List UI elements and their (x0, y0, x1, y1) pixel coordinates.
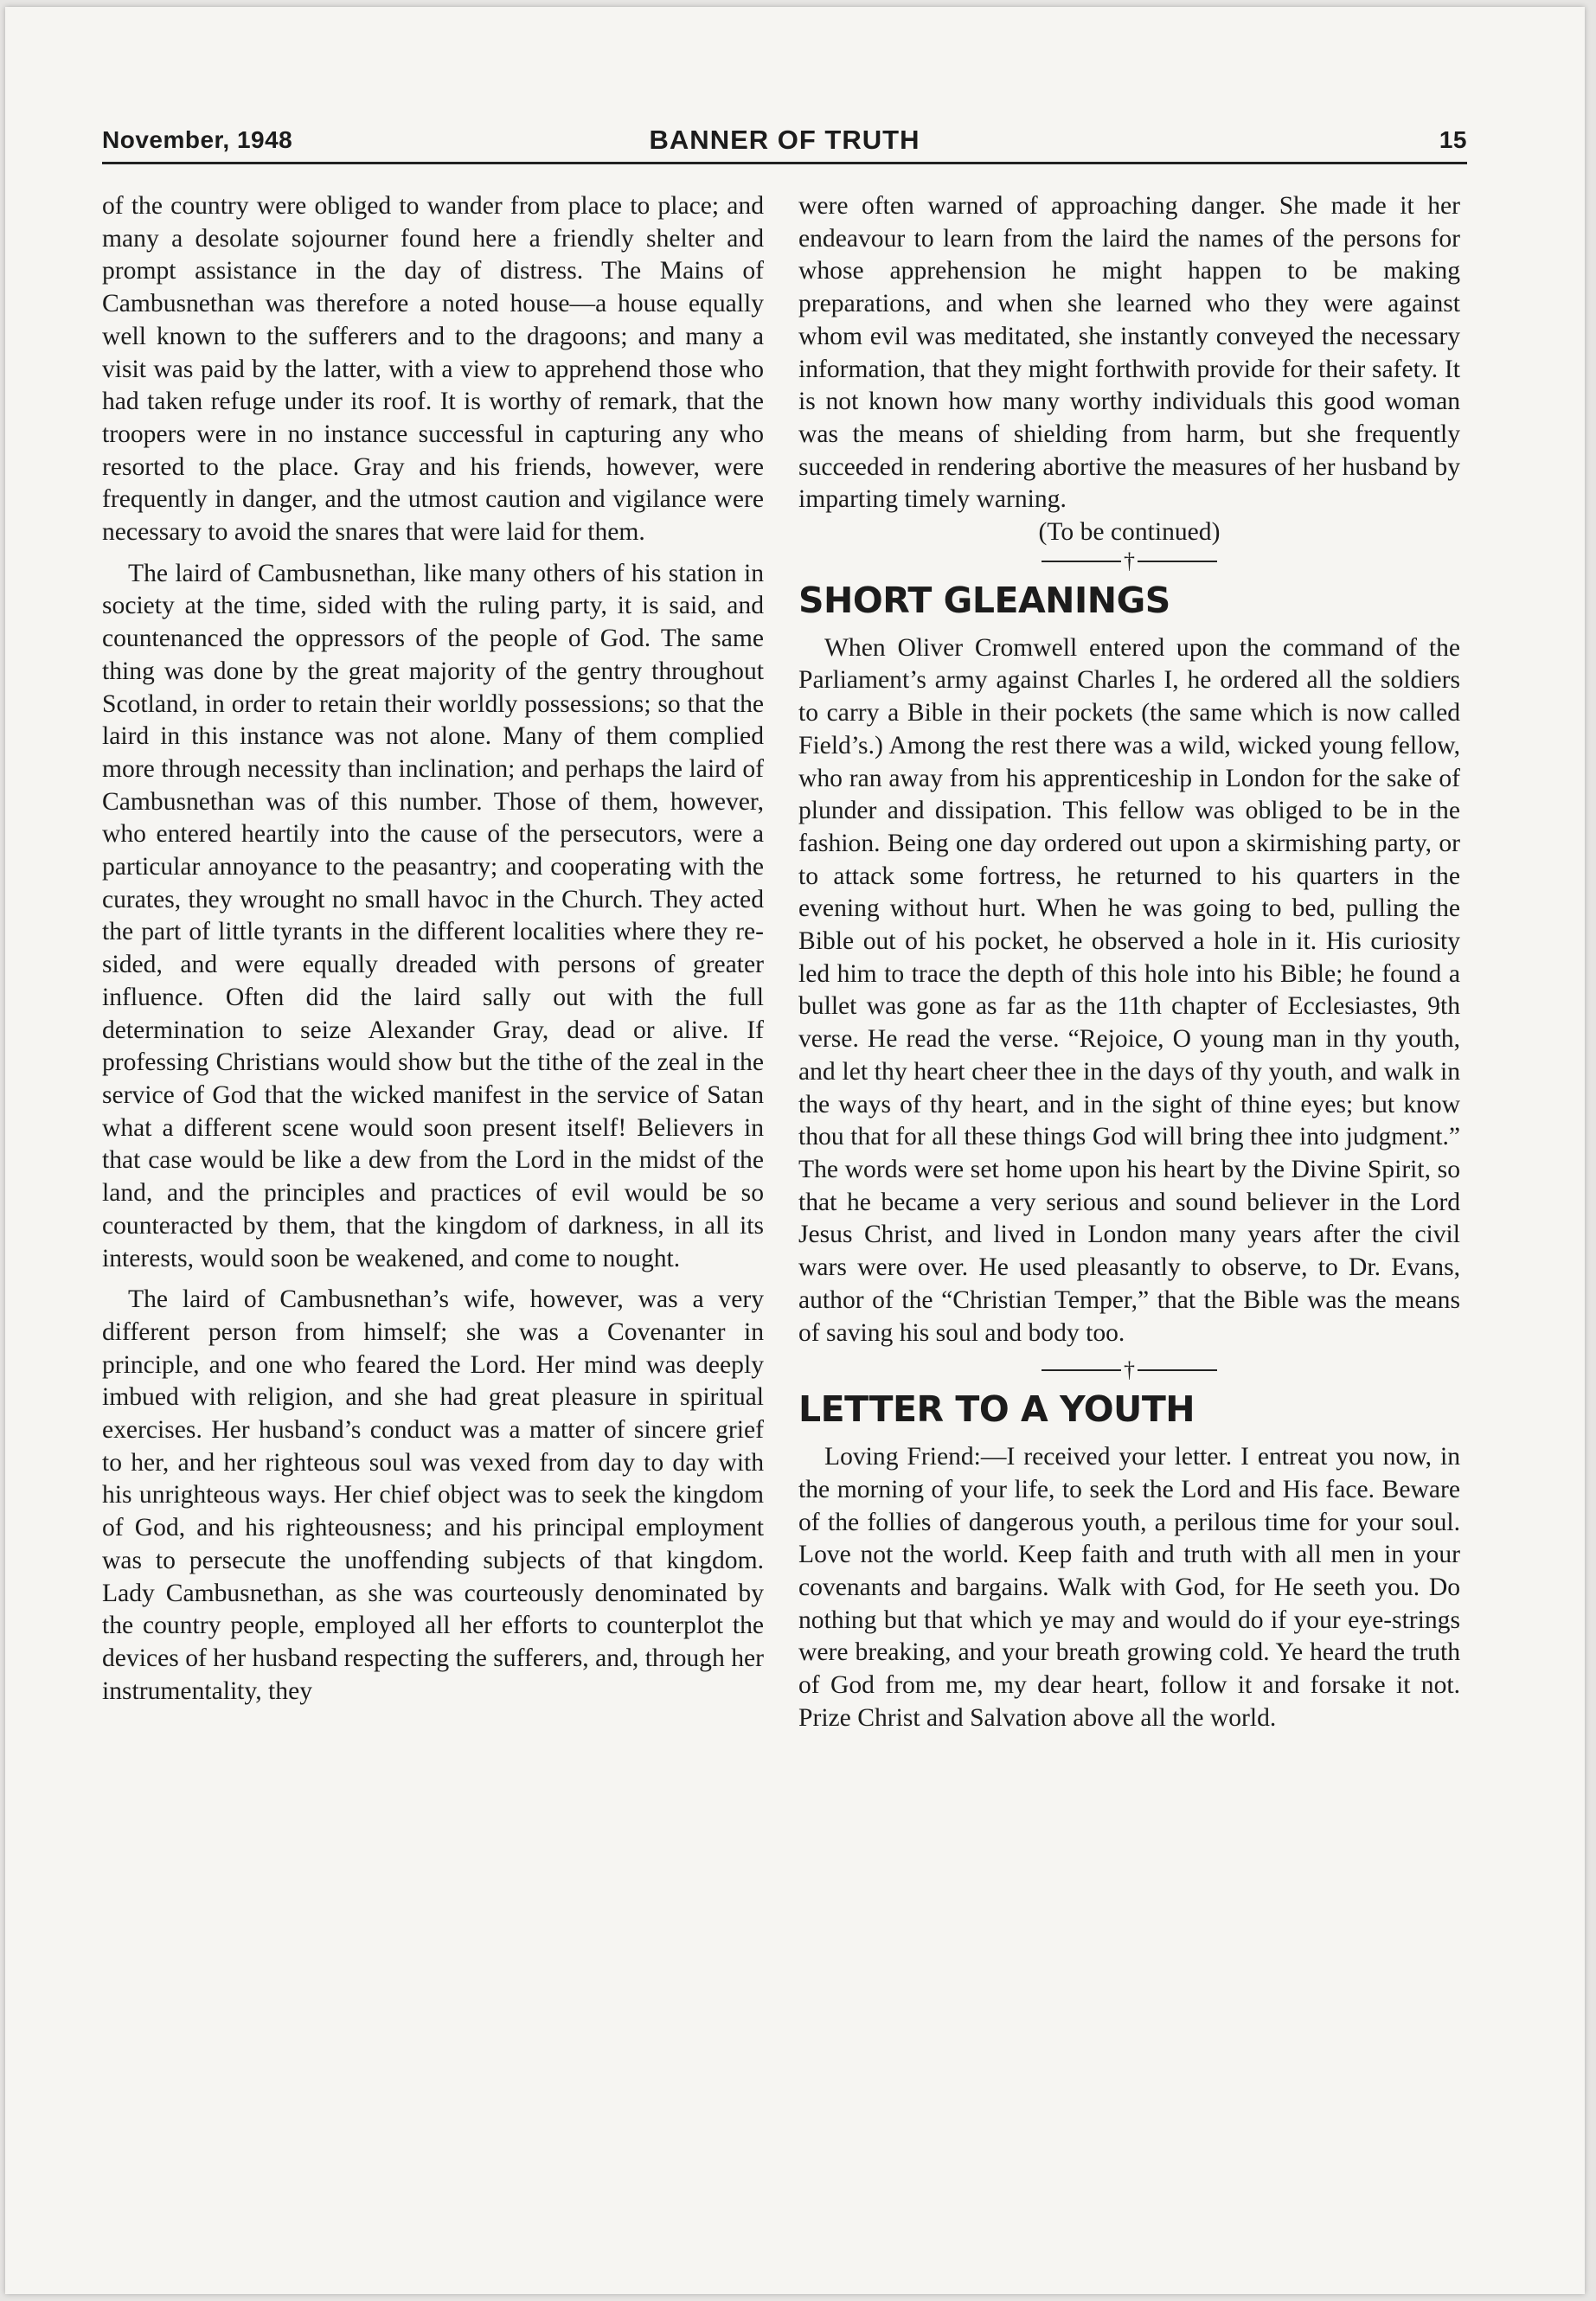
divider-line (1138, 561, 1217, 562)
paragraph: of the country were obliged to wander from place to place; and many a desolate sojourner found here a friendly shelter and prompt assistance in the day of distress. The Mains of Cambusnethan was therefore a noted house—a house equally well known to the sufferers and to the dragoons; and many a visit was paid by the latter, with a view to apprehend those who had taken refuge under its roof. It is worthy of remark, that the troopers were in no instance successful in capturing any who resorted to the place. Gray and his friends, however, were frequently in danger, and the utmost caution and vigilance were necessary to avoid the snares that were laid for them. (102, 192, 764, 547)
section-divider (798, 548, 1460, 574)
header-date: November, 1948 (102, 126, 293, 153)
divider-line (1042, 1369, 1121, 1371)
continued-note: (To be continued) (1038, 518, 1221, 547)
paragraph: were often warned of approaching danger. She made it her endeavour to learn from the laird the names of the persons for whose apprehension he might happen to be making preparations, and when she learned who they were against whom evil was meditated, she instantly conveyed the necessary information, that they might forthwith provide for their safety. It is not known how many worthy individuals this good woman was the means of shielding from harm, but she frequently succeeded in rendering abortive the measures of her husband by imparting timely warning. (798, 192, 1460, 514)
running-header (102, 123, 1467, 159)
dagger-icon: † (1124, 548, 1135, 574)
section-heading-letter-to-a-youth: LETTER TO A YOUTH (798, 1388, 1195, 1431)
left-column (102, 190, 764, 1708)
dagger-icon: † (1124, 1357, 1135, 1383)
paragraph: Loving Friend:—I received your letter. I entreat you now, in the morning of your life, to seek the Lord and His face. Beware of the follies of dangerous youth, a perilous time for your soul. Love not the world. Keep faith and truth with all men in your covenants and bargains. Walk with God, for He seeth you. Do nothing but that which ye may and would do if your eye-strings were breaking, and your breath growing cold. Ye heard the truth of God from me, my dear heart, follow it and forsake it not. Prize Christ and Salvation above all the world. (798, 1443, 1460, 1732)
paragraph: The laird of Cambusnethan’s wife, however, was a very different person from himself; she was a Covenanter in principle, and one who feared the Lord. Her mind was deeply imbued with religion, and she had great pleasure in spiritual exercises. Her husband’s conduct was a matter of sincere grief to her, and her righteous soul was vexed from day to day with his unrighteous ways. Her chief object was to seek the kingdom of God, and his righteousness; and his principal employment was to persecute the unoffending subjects of that kingdom. Lady Cambusnethan, as she was courteously denominated by the country people, employed all her efforts to counterplot the devices of her husband respecting the sufferers, and, through her instrumentality, they (102, 1285, 764, 1705)
header-rule (102, 162, 1467, 164)
header-publication: BANNER OF TRUTH (649, 125, 920, 155)
divider-line (1138, 1369, 1217, 1371)
paragraph: The laird of Cambusnethan, like many others of his station in society at the time, sided with the ruling party, it is said, and countenanced the oppressors of the people of God. The same thing was done by the great majority of the gentry throughout Scotland, in order to retain their worldly possessions; so that the laird in this instance was not alone. Many of them complied more through necessity than inclination; and perhaps the laird of Cambusnethan was of this number. Those of them, however, who entered heartily into the cause of the persecutors, were a particular annoyance to the peasantry; and cooperating with the curates, they wrought no small havoc in the Church. They acted the part of little tyrants in the different localities where they resided, and were equally dreaded with persons of greater influence. Often did the laird sally out with the full determination to seize Alexander Gray, dead or alive. If professing Christians would show but the tithe of the zeal in the service of God that the wicked manifest in the service of Satan what a different scene would soon present itself! Believers in that case would be like a dew from the Lord in the midst of the land, and the principles and practices of evil would be so counteracted by them, that the kingdom of darkness, in all its interests, would soon be weakened, and come to nought. (102, 559, 764, 1272)
right-column (798, 190, 1460, 1735)
section-heading-short-gleanings: SHORT GLEANINGS (798, 579, 1170, 621)
page-number: 15 (1439, 126, 1467, 153)
paragraph: When Oliver Cromwell entered upon the command of the Parliament’s army against Charles I, he ordered all the soldiers to carry a Bible in their pockets (the same which is now called Field’s.) Among the rest there was a wild, wicked young fellow, who ran away from his apprenticeship in London for the sake of plunder and dissipation. This fellow was obliged to be in the fashion. Being one day ordered out upon a skirmishing party, or to attack some fortress, he returned to his quarters in the evening without hurt. When he was going to bed, pulling the Bible out of his pocket, he observed a hole in it. His curiosity led him to trace the depth of this hole into his Bible; he found a bullet was gone as far as the 11th chapter of Ecclesiastes, 9th verse. He read the verse. “Rejoice, O young man in thy youth, and let thy heart cheer thee in the days of thy youth, and walk in the ways of thy heart, and in the sight of thine eyes; but know thou that for all these things God will bring thee into judgment.” The words were set home upon his heart by the Divine Spirit, so that he became a very serious and sound believer in the Lord Jesus Christ, and lived in London many years after the civil wars were over. He used pleasantly to observe, to Dr. Evans, author of the “Christian Temper,” that the Bible was the means of saving his soul and body too. (798, 633, 1460, 1347)
section-divider (798, 1357, 1460, 1383)
divider-line (1042, 561, 1121, 562)
